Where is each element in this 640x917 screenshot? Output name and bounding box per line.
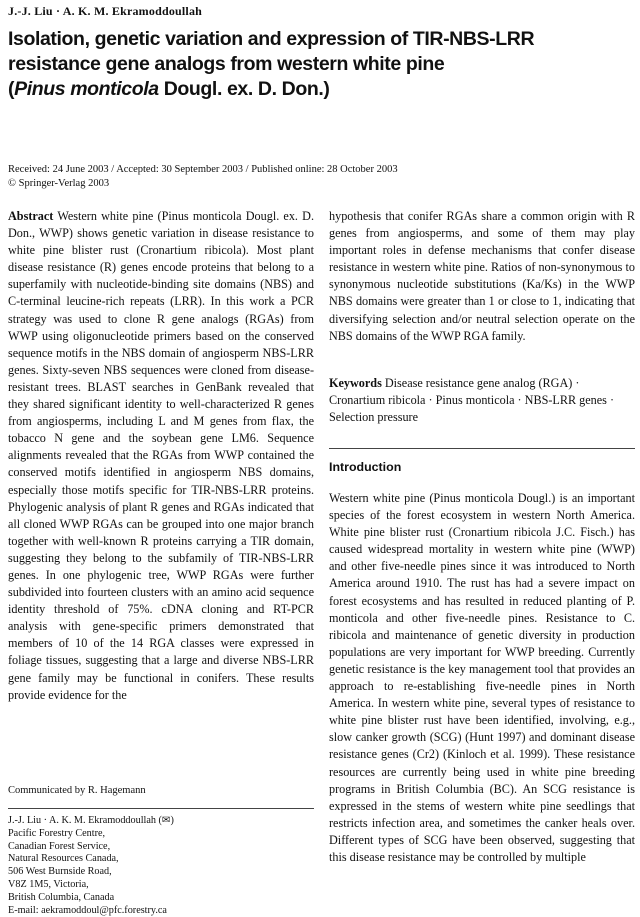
introduction-heading: Introduction: [329, 460, 402, 474]
keywords-text: Disease resistance gene analog (RGA) · Cronartium ribicola · Pinus monticola · NBS-LRR genes · Selection pressure: [329, 376, 615, 425]
title-line-2: resistance gene analogs from western white pine: [8, 53, 445, 75]
author-line: J.-J. Liu · A. K. M. Ekramoddoullah: [8, 4, 203, 18]
received-accepted-line: Received: 24 June 2003 / Accepted: 30 September 2003 / Published online: 28 October 2003: [8, 164, 398, 175]
footnote-divider: [8, 808, 314, 809]
communicated-by: Communicated by R. Hagemann: [8, 785, 146, 796]
abstract-left-column: [8, 208, 314, 704]
keywords-block: [329, 375, 635, 426]
abstract-right-column: [329, 208, 635, 345]
abstract-text-left: Western white pine (Pinus monticola Dougl. ex. D. Don., WWP) shows genetic variation in disease resistance to white pine blister rust (Cronartium ribicola). Most plant disease resistance (R) genes encode proteins that belong to a superfamily with nucleotide-binding site domains (NBS) and C-terminal leucine-rich repeats (LRR). In this work a PCR strategy was used to clone R gene analogs (RGAs) from WWP using oligonucleotide primers based on the conserved sequence motifs in the NBS domain of angiosperm NBS-LRR genes. Sixty-seven NBS sequences were cloned from disease-resistant trees. BLAST searches in GenBank revealed that they shared significant identity to well-characterized R genes from angiosperms, including L and M genes from flax, the tobacco N gene and the soybean gene LM6. Sequence alignments revealed that the RGAs from WWP contained the conserved motifs identified in angiosperm NBS domains, especially those motifs specific for TIR-NBS-LRR proteins. Phylogenic analysis of plant R genes and RGAs indicated that all cloned WWP RGAs can be grouped into one major branch together with well-known R proteins carrying a TIR domain, suggesting they belong to the subfamily of TIR-NBS-LRR genes. In one phylogenic tree, WWP RGAs were further subdivided into fourteen clusters with an amino acid sequence identity threshold of 75%. cDNA cloning and RT-PCR analysis with gene-specific primers demonstrated that members of 10 of the 14 RGA classes were expressed in foliage tissues, suggesting that a large and diverse NBS-LRR gene family may be functional in conifers. These results provide evidence for the: [8, 209, 314, 702]
affil-line: British Columbia, Canada: [8, 891, 115, 903]
title-paren: (: [8, 78, 15, 100]
affil-line: Canadian Forest Service,: [8, 840, 111, 852]
affil-line: J.-J. Liu · A. K. M. Ekramoddoullah (✉): [8, 815, 174, 826]
introduction-text: [329, 490, 635, 866]
title-line-3: [8, 77, 632, 102]
copyright-line: © Springer-Verlag 2003: [8, 178, 110, 189]
publication-dates: [8, 163, 398, 191]
title-rest: Dougl. ex. D. Don.): [158, 78, 330, 100]
affil-email[interactable]: E-mail: aekramoddoul@pfc.forestry.ca: [8, 904, 167, 916]
affil-line: Pacific Forestry Centre,: [8, 827, 106, 839]
keywords-label: Keywords: [329, 376, 382, 390]
affil-line: 506 West Burnside Road,: [8, 866, 112, 878]
section-divider: [329, 448, 635, 449]
title-species: Pinus monticola: [14, 78, 159, 100]
abstract-label: Abstract: [8, 209, 54, 223]
affiliation-block: [8, 815, 174, 917]
title-line-1: Isolation, genetic variation and expression of TIR-NBS-LRR: [8, 28, 535, 50]
paper-title: [8, 27, 632, 102]
affil-line: Natural Resources Canada,: [8, 853, 119, 865]
abstract-text-right: hypothesis that conifer RGAs share a common origin with R genes from angiosperms, and some of them may play important roles in defense mechanisms that confer disease resistance in western white pine. Ratios of non-synonymous to synonymous nucleotide substitutions (Ka/Ks) in the WWP NBS domains were greater than 1 or close to 1, indicating that diversifying selection and/or neutral selection operate on the NBS domains of the WWP RGA family.: [329, 209, 635, 343]
introduction-paragraph: Western white pine (Pinus monticola Dougl.) is an important species of the forest ecosystem in western North America. White pine blister rust (Cronartium ribicola J.C. Fisch.) has caused widespread mortality in western white pine (WWP) and other five-needle pines since it was introduced to North America around 1910. The rust has had a severe impact on forest ecosystems and has resulted in reduced planting of P. monticola and other five-needle pines. Resistance to C. ribicola and maintenance of genetic diversity in production populations are very important for WWP breeding. Currently genetic resistance is the key management tool that provides an approach to re-establishing five-needle pines in North America. In western white pine, several types of resistance to white pine blister rust have been identified, involving, e.g., slow canker growth (SCG) (Hunt 1997) and dominant disease resistance genes (Cr2) (Kinloch et al. 1999). These resistance resources are currently being used in white pine breeding programs in British Columbia (BC). An SCG resistance is expressed in the stems of western white pine seedlings that restricts infection area, and sometimes the canker heals over. Different types of SCG have been observed, suggesting that this disease resistance may be controlled by multiple: [329, 491, 635, 864]
affil-line: V8Z 1M5, Victoria,: [8, 878, 89, 890]
